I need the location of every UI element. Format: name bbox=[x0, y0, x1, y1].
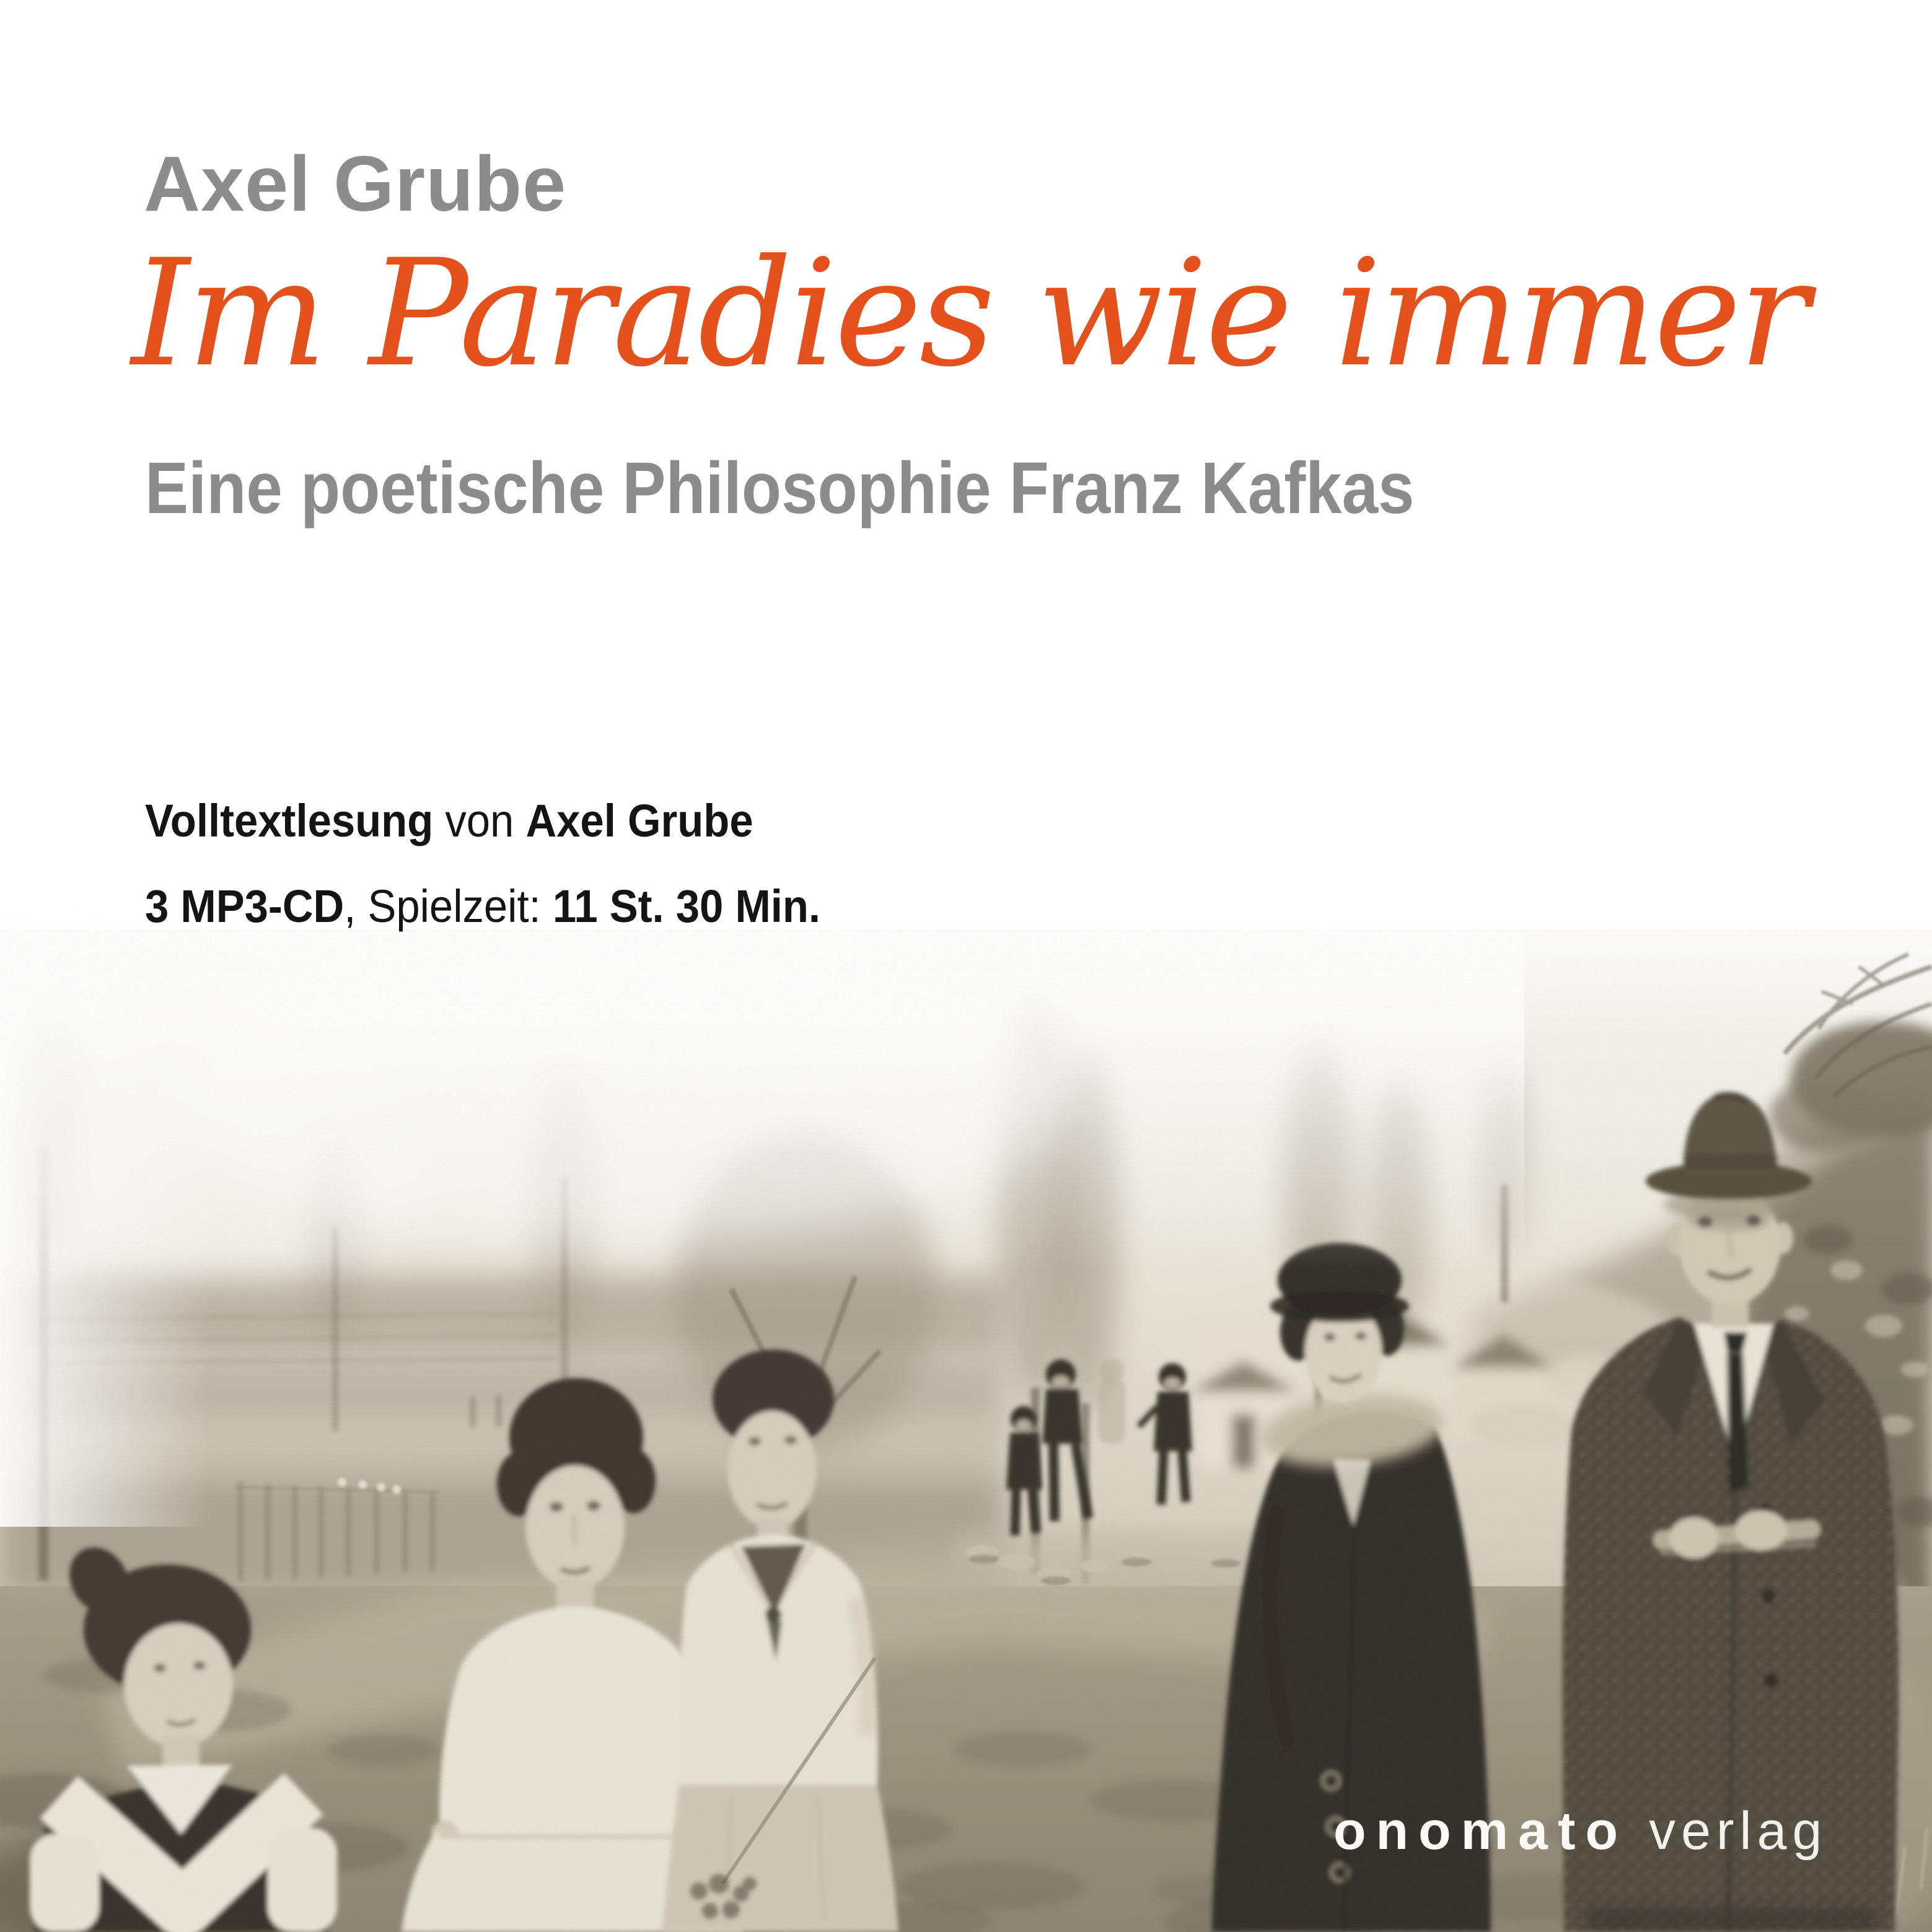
reading-connector: von bbox=[433, 795, 526, 846]
reading-type: Volltextlesung bbox=[145, 795, 434, 846]
book-subtitle: Eine poetische Philosophie Franz Kafkas bbox=[145, 447, 1415, 529]
reading-credit-line bbox=[145, 794, 753, 847]
reading-narrator: Axel Grube bbox=[525, 795, 753, 846]
publisher-name: onomato bbox=[1333, 1801, 1628, 1861]
publisher-logo bbox=[1333, 1801, 1827, 1862]
book-title: Im Paradies wie immer bbox=[131, 228, 1807, 400]
format-media: 3 MP3-CD bbox=[145, 880, 345, 932]
author-name: Axel Grube bbox=[144, 140, 567, 227]
film-grain bbox=[0, 929, 1932, 1932]
format-label: , Spielzeit: bbox=[344, 880, 553, 932]
format-line bbox=[145, 880, 820, 933]
format-duration: 11 St. 30 Min. bbox=[552, 880, 821, 932]
publisher-suffix: verlag bbox=[1649, 1801, 1828, 1861]
